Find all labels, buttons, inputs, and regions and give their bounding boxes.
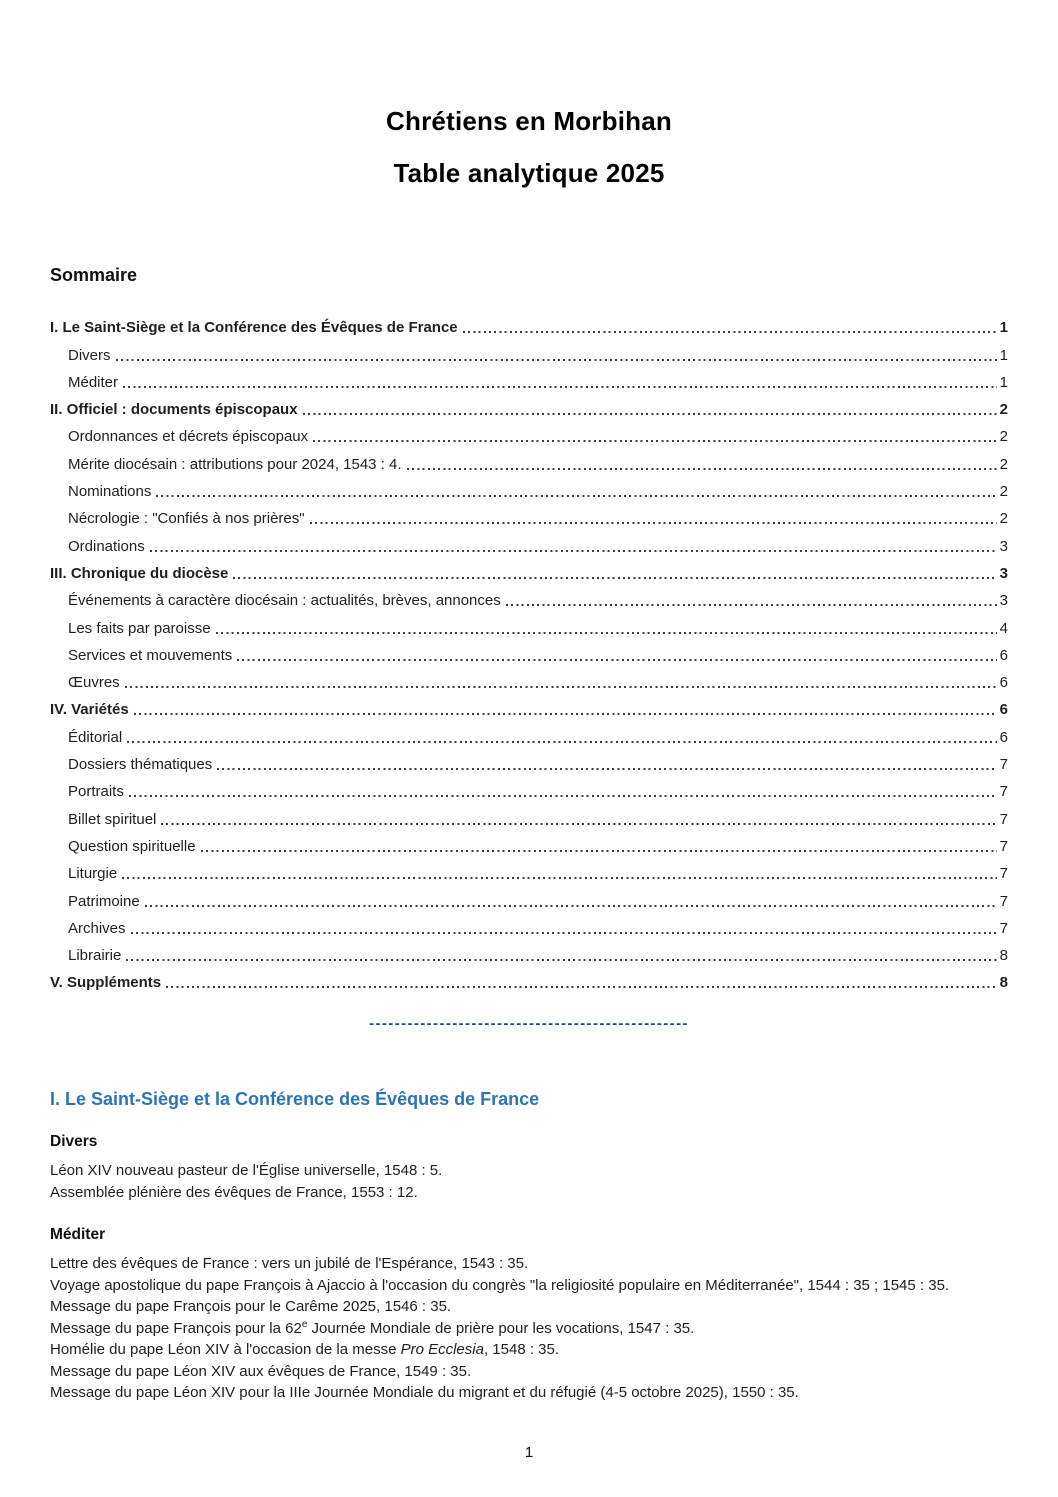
toc-entry[interactable] (50, 911, 1008, 938)
toc-page-number: 1 (999, 346, 1008, 364)
toc-entry-label: Éditorial (68, 728, 123, 746)
toc-entry-label: Archives (68, 919, 126, 937)
text-segment: Message du pape François pour le Carême 2025, 1546 : 35. (50, 1298, 452, 1316)
toc-page-number: 6 (999, 674, 1008, 692)
toc-dot-leader (161, 823, 996, 825)
toc-entry[interactable] (50, 446, 1008, 473)
toc-dot-leader (125, 686, 997, 688)
toc-entry-label: III. Chronique du diocèse (50, 564, 229, 582)
text-segment: Homélie du pape Léon XIV à l'occasion de la messe (50, 1341, 401, 1359)
italic-text: Pro Ecclesia (400, 1341, 484, 1359)
toc-heading: Sommaire (50, 265, 138, 285)
toc-entry-label: V. Suppléments (50, 974, 162, 992)
toc-entry-label: Œuvres (68, 674, 120, 692)
content-line (50, 1361, 1008, 1383)
toc-entry-label: Ordinations (68, 537, 145, 555)
toc-page-number: 2 (999, 455, 1008, 473)
toc-dot-leader (310, 522, 997, 524)
toc-page-number: 3 (999, 564, 1008, 582)
subsection-heading: Divers (50, 1133, 98, 1151)
subsection-heading: Méditer (50, 1226, 106, 1244)
toc-entry[interactable] (50, 801, 1008, 828)
toc-entry-label: Les faits par paroisse (68, 619, 211, 637)
toc-dot-leader (216, 632, 997, 634)
toc-entry-label: Portraits (68, 783, 124, 801)
toc-entry[interactable] (50, 501, 1008, 528)
text-segment: Message du pape Léon XIV pour la IIIe Journée Mondiale du migrant et du réfugié (4-5 octobre 2025), 1550 : 35. (50, 1384, 799, 1402)
toc-dot-leader (506, 604, 997, 606)
toc-dot-leader (116, 359, 997, 361)
toc-entry-label: Billet spirituel (68, 810, 157, 828)
content-line (50, 1253, 1008, 1275)
toc-page-number: 7 (999, 783, 1008, 801)
content-line (50, 1275, 1008, 1297)
toc-entry[interactable] (50, 556, 1008, 583)
toc-page-number: 7 (999, 837, 1008, 855)
toc-entry[interactable] (50, 419, 1008, 446)
toc-entry-label: Méditer (68, 373, 119, 391)
toc-page-number: 7 (999, 919, 1008, 937)
toc-page-number: 2 (999, 428, 1008, 446)
toc-entry[interactable] (50, 310, 1008, 337)
toc-page-number: 6 (999, 701, 1008, 719)
toc-dot-leader (122, 877, 996, 879)
toc-entry[interactable] (50, 474, 1008, 501)
toc-entry[interactable] (50, 829, 1008, 856)
toc-dot-leader (201, 850, 997, 852)
toc-page-number: 3 (999, 537, 1008, 555)
toc-entry[interactable] (50, 938, 1008, 965)
toc-entry-label: Librairie (68, 947, 122, 965)
toc-dot-leader (407, 468, 997, 470)
toc-entry-label: IV. Variétés (50, 701, 129, 719)
text-segment: Léon XIV nouveau pasteur de l'Église universelle, 1548 : 5. (50, 1162, 443, 1180)
toc-entry-label: Nécrologie : "Confiés à nos prières" (68, 510, 305, 528)
text-segment: Message du pape Léon XIV aux évêques de France, 1549 : 35. (50, 1362, 472, 1380)
toc-entry[interactable] (50, 337, 1008, 364)
toc-dot-leader (166, 986, 997, 988)
section-divider: -------------------------------------------------- (369, 1015, 689, 1033)
toc-dot-leader (303, 413, 997, 415)
toc-page-number: 2 (999, 483, 1008, 501)
toc-dot-leader (129, 795, 997, 797)
toc-entry-label: I. Le Saint-Siège et la Conférence des Évêques de France (50, 319, 458, 337)
toc-entry-label: Divers (68, 346, 111, 364)
document-body (50, 1088, 1008, 1404)
toc-entry[interactable] (50, 883, 1008, 910)
superscript-text: e (301, 1318, 308, 1330)
toc-dot-leader (217, 768, 996, 770)
section-heading: I. Le Saint-Siège et la Conférence des Évêques de France (50, 1089, 540, 1110)
toc-entry-label: Dossiers thématiques (68, 756, 213, 774)
toc-page-number: 6 (999, 646, 1008, 664)
subsection-lines (50, 1160, 1008, 1203)
doc-subtitle: Table analytique 2025 (393, 158, 665, 188)
toc-entry[interactable] (50, 747, 1008, 774)
toc-dot-leader (123, 386, 997, 388)
toc-page-number: 1 (999, 319, 1008, 337)
toc-page-number: 4 (999, 619, 1008, 637)
toc-page-number: 7 (999, 756, 1008, 774)
toc-page-number: 7 (999, 892, 1008, 910)
toc-entry[interactable] (50, 365, 1008, 392)
table-of-contents (50, 310, 1008, 992)
toc-dot-leader (126, 959, 996, 961)
toc-dot-leader (156, 495, 996, 497)
toc-entry-label: Ordonnances et décrets épiscopaux (68, 428, 309, 446)
toc-entry-label: Liturgie (68, 865, 118, 883)
page-number: 1 (524, 1444, 534, 1461)
toc-entry[interactable] (50, 719, 1008, 746)
content-line (50, 1182, 1008, 1204)
text-segment: Message du pape François pour la 62 (50, 1319, 302, 1337)
toc-page-number: 8 (999, 974, 1008, 992)
toc-page-number: 6 (999, 728, 1008, 746)
toc-page-number: 8 (999, 947, 1008, 965)
toc-entry[interactable] (50, 856, 1008, 883)
toc-entry[interactable] (50, 638, 1008, 665)
toc-entry-label: II. Officiel : documents épiscopaux (50, 401, 298, 419)
content-line (50, 1296, 1008, 1318)
toc-dot-leader (145, 905, 997, 907)
text-segment: Assemblée plénière des évêques de France, 1553 : 12. (50, 1183, 418, 1201)
toc-dot-leader (131, 932, 997, 934)
toc-page-number: 7 (999, 865, 1008, 883)
toc-page-number: 3 (999, 592, 1008, 610)
toc-page-number: 7 (999, 810, 1008, 828)
toc-entry[interactable] (50, 610, 1008, 637)
toc-entry[interactable] (50, 528, 1008, 555)
toc-dot-leader (313, 440, 997, 442)
toc-entry[interactable] (50, 965, 1008, 992)
toc-entry[interactable] (50, 774, 1008, 801)
doc-title: Chrétiens en Morbihan (386, 106, 672, 136)
content-line (50, 1339, 1008, 1361)
toc-entry-label: Services et mouvements (68, 646, 233, 664)
toc-dot-leader (237, 659, 996, 661)
toc-page-number: 1 (999, 373, 1008, 391)
toc-entry-label: Événements à caractère diocésain : actualités, brèves, annonces (68, 592, 501, 610)
toc-page-number: 2 (999, 401, 1008, 419)
content-line (50, 1382, 1008, 1404)
toc-entry[interactable] (50, 392, 1008, 419)
toc-entry-label: Patrimoine (68, 892, 140, 910)
text-segment: , 1548 : 35. (483, 1341, 560, 1359)
toc-entry-label: Nominations (68, 483, 152, 501)
toc-dot-leader (233, 577, 996, 579)
toc-entry-label: Mérite diocésain : attributions pour 2024, 1543 : 4. (68, 455, 402, 473)
toc-entry[interactable] (50, 692, 1008, 719)
content-line (50, 1318, 1008, 1340)
toc-dot-leader (150, 550, 997, 552)
text-segment: Lettre des évêques de France : vers un jubilé de l'Espérance, 1543 : 35. (50, 1255, 529, 1273)
subsection-lines (50, 1253, 1008, 1404)
toc-dot-leader (134, 713, 997, 715)
toc-page-number: 2 (999, 510, 1008, 528)
toc-dot-leader (127, 741, 996, 743)
content-line (50, 1160, 1008, 1182)
toc-entry[interactable] (50, 583, 1008, 610)
text-segment: Voyage apostolique du pape François à Ajaccio à l'occasion du congrès "la religiosité populaire en Méditerranée", 1544 : 35 ; 1545 : 35. (50, 1276, 950, 1294)
toc-entry[interactable] (50, 665, 1008, 692)
toc-dot-leader (463, 331, 997, 333)
toc-entry-label: Question spirituelle (68, 837, 196, 855)
text-segment: Journée Mondiale de prière pour les vocations, 1547 : 35. (307, 1319, 695, 1337)
